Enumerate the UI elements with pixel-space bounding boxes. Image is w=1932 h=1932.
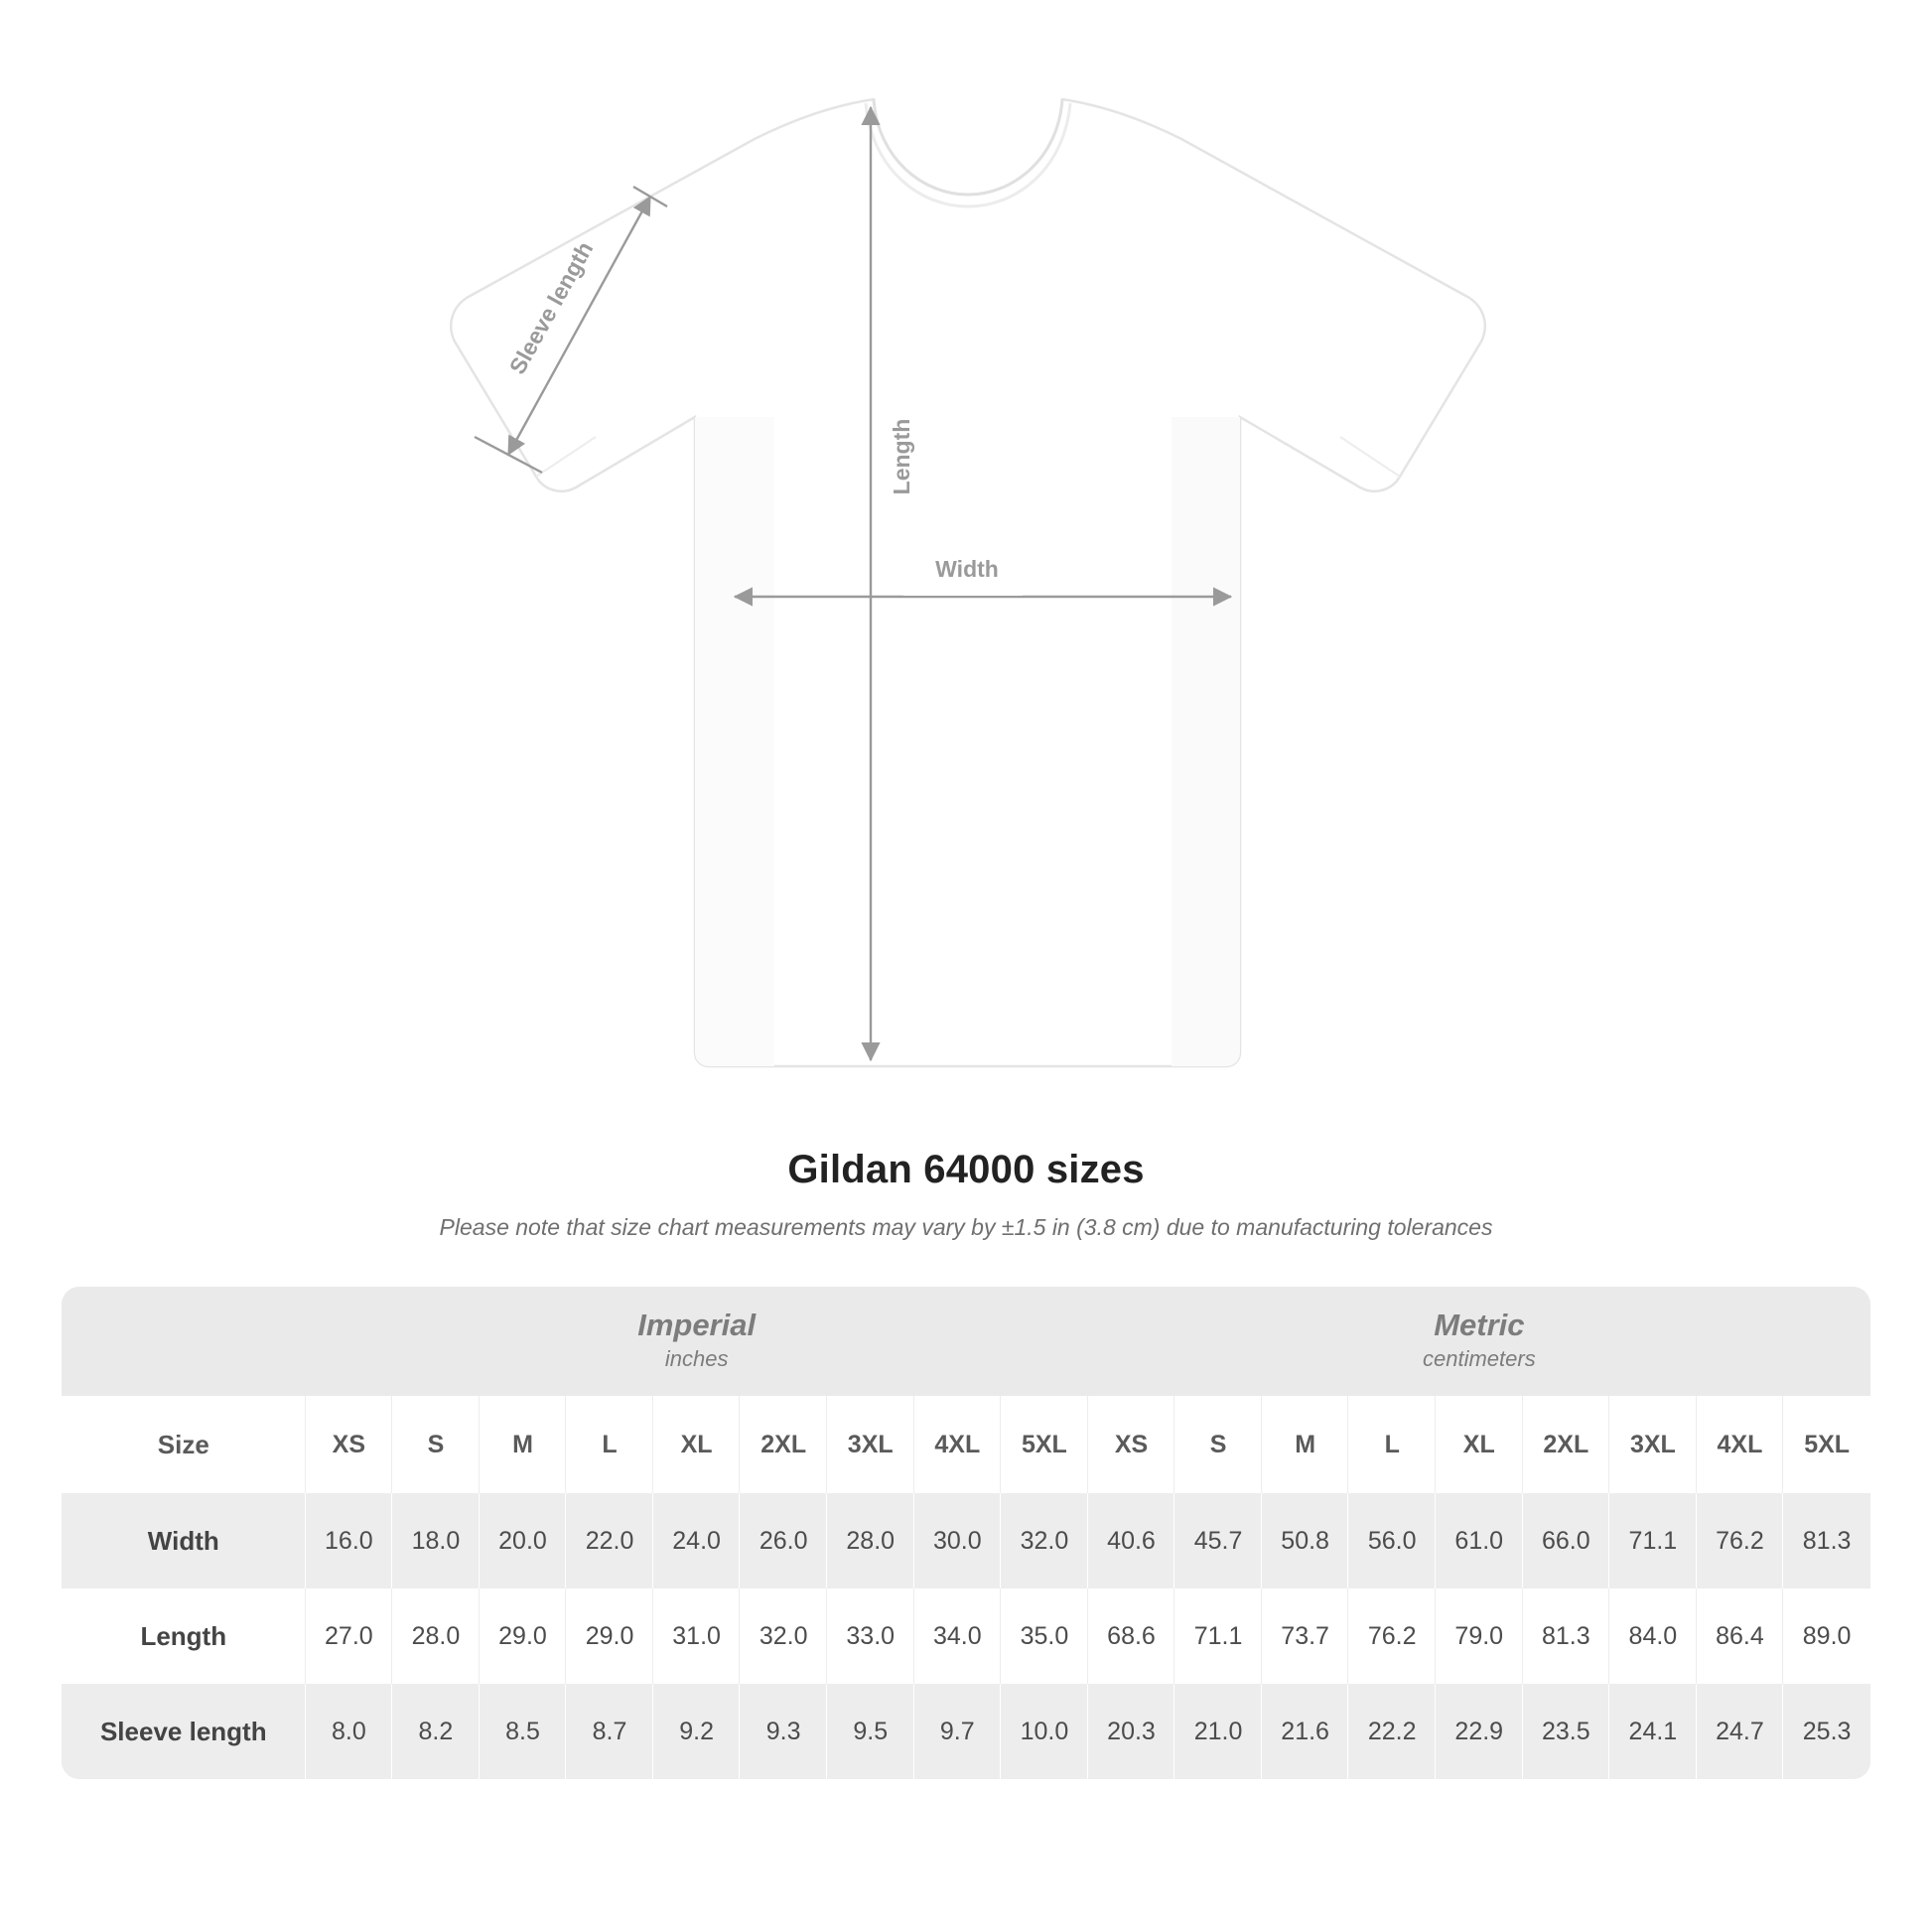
table-cell: 61.0 (1436, 1493, 1523, 1588)
table-cell: 20.0 (480, 1493, 567, 1588)
table-cell: 33.0 (827, 1588, 914, 1684)
table-cell: 81.3 (1783, 1493, 1870, 1588)
table-cell: 86.4 (1697, 1588, 1784, 1684)
sleeve-length-label: Sleeve length (503, 236, 599, 379)
row-label: Width (62, 1493, 306, 1588)
table-cell: 22.9 (1436, 1684, 1523, 1779)
size-header-row (62, 1396, 1870, 1493)
size-header-label: Size (62, 1396, 306, 1493)
size-header-cell: 5XL (1783, 1396, 1870, 1493)
table-cell: 22.2 (1348, 1684, 1436, 1779)
size-header-cell: 5XL (1001, 1396, 1088, 1493)
table-cell: 16.0 (306, 1493, 393, 1588)
table-row (62, 1493, 1870, 1588)
table-cell: 68.6 (1088, 1588, 1175, 1684)
unit-group-metric (1088, 1287, 1870, 1396)
table-cell: 45.7 (1174, 1493, 1262, 1588)
table-cell: 22.0 (566, 1493, 653, 1588)
length-label: Length (889, 418, 914, 495)
table-cell: 10.0 (1001, 1684, 1088, 1779)
size-header-cell: M (1262, 1396, 1349, 1493)
table-cell: 32.0 (740, 1588, 827, 1684)
table-cell: 76.2 (1348, 1588, 1436, 1684)
table-cell: 8.0 (306, 1684, 393, 1779)
table-cell: 18.0 (392, 1493, 480, 1588)
table-cell: 84.0 (1609, 1588, 1697, 1684)
size-header-cell: L (1348, 1396, 1436, 1493)
sleeve-length-label-wrap (452, 236, 650, 379)
size-header-cell: S (392, 1396, 480, 1493)
table-cell: 56.0 (1348, 1493, 1436, 1588)
table-cell: 8.5 (480, 1684, 567, 1779)
size-header-cell: 3XL (1609, 1396, 1697, 1493)
table-cell: 40.6 (1088, 1493, 1175, 1588)
table-cell: 8.7 (566, 1684, 653, 1779)
table-cell: 9.2 (653, 1684, 741, 1779)
table-cell: 25.3 (1783, 1684, 1870, 1779)
table-cell: 32.0 (1001, 1493, 1088, 1588)
table-cell: 76.2 (1697, 1493, 1784, 1588)
table-cell: 8.2 (392, 1684, 480, 1779)
unit-group-imperial-sub: inches (664, 1346, 729, 1372)
size-table (62, 1287, 1870, 1779)
table-row (62, 1684, 1870, 1779)
table-cell: 66.0 (1523, 1493, 1610, 1588)
table-row (62, 1588, 1870, 1684)
table-cell: 34.0 (914, 1588, 1002, 1684)
table-cell: 30.0 (914, 1493, 1002, 1588)
table-cell: 79.0 (1436, 1588, 1523, 1684)
unit-group-imperial (306, 1287, 1088, 1396)
table-cell: 23.5 (1523, 1684, 1610, 1779)
size-header-cell: 4XL (914, 1396, 1002, 1493)
table-cell: 71.1 (1609, 1493, 1697, 1588)
size-header-cell: XS (1088, 1396, 1175, 1493)
size-header-cell: L (566, 1396, 653, 1493)
size-header-cell: S (1174, 1396, 1262, 1493)
table-cell: 24.7 (1697, 1684, 1784, 1779)
unit-group-metric-sub: centimeters (1423, 1346, 1536, 1372)
table-cell: 24.1 (1609, 1684, 1697, 1779)
table-cell: 35.0 (1001, 1588, 1088, 1684)
table-cell: 20.3 (1088, 1684, 1175, 1779)
table-cell: 26.0 (740, 1493, 827, 1588)
table-cell: 71.1 (1174, 1588, 1262, 1684)
length-label-wrap (862, 397, 941, 516)
unit-group-metric-name: Metric (1434, 1307, 1525, 1342)
table-cell: 28.0 (392, 1588, 480, 1684)
table-cell: 21.0 (1174, 1684, 1262, 1779)
chart-title: Gildan 64000 sizes (787, 1148, 1145, 1191)
table-cell: 27.0 (306, 1588, 393, 1684)
size-table-container (62, 1287, 1870, 1779)
table-cell: 73.7 (1262, 1588, 1349, 1684)
size-header-cell: 4XL (1697, 1396, 1784, 1493)
size-header-cell: 2XL (1523, 1396, 1610, 1493)
row-label: Sleeve length (62, 1684, 306, 1779)
table-cell: 29.0 (566, 1588, 653, 1684)
table-cell: 89.0 (1783, 1588, 1870, 1684)
size-header-cell: 2XL (740, 1396, 827, 1493)
table-cell: 9.3 (740, 1684, 827, 1779)
size-header-cell: 3XL (827, 1396, 914, 1493)
size-header-cell: XS (306, 1396, 393, 1493)
row-label: Length (62, 1588, 306, 1684)
table-cell: 9.5 (827, 1684, 914, 1779)
table-cell: 21.6 (1262, 1684, 1349, 1779)
table-cell: 24.0 (653, 1493, 741, 1588)
unit-header-spacer (62, 1287, 306, 1396)
table-cell: 31.0 (653, 1588, 741, 1684)
table-cell: 81.3 (1523, 1588, 1610, 1684)
width-label: Width (935, 556, 999, 582)
table-cell: 28.0 (827, 1493, 914, 1588)
size-header-cell: XL (653, 1396, 741, 1493)
chart-note: Please note that size chart measurements may vary by ±1.5 in (3.8 cm) due to manufacturing tolerances (439, 1214, 1493, 1240)
size-header-cell: XL (1436, 1396, 1523, 1493)
table-cell: 50.8 (1262, 1493, 1349, 1588)
unit-header-row (62, 1287, 1870, 1396)
size-header-cell: M (480, 1396, 567, 1493)
unit-group-imperial-name: Imperial (637, 1307, 757, 1342)
table-cell: 29.0 (480, 1588, 567, 1684)
table-cell: 9.7 (914, 1684, 1002, 1779)
